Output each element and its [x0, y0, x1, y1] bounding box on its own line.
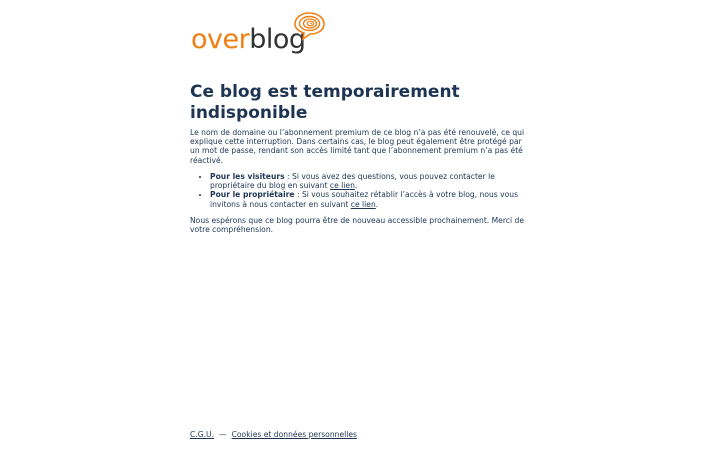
cookies-link[interactable]: Cookies et données personnelles [231, 430, 357, 439]
list-item-end: . [375, 199, 379, 209]
list-item-text: : Si vous souhaitez rétablir l’accès à votre blog, nous vous invitons à nous contacter en suivant [210, 190, 519, 209]
owner-contact-link[interactable]: ce lien [350, 199, 376, 209]
page-title: Ce blog est temporairement indisponible [190, 82, 460, 123]
list-item-owner [210, 190, 532, 208]
overblog-logo[interactable] [191, 10, 331, 58]
footer-separator: — [219, 430, 227, 439]
logo-over-text: over [191, 24, 250, 55]
speech-swirl-icon [291, 10, 327, 42]
logo-wordmark [191, 24, 306, 56]
logo-blog-text: blog [249, 24, 306, 55]
footer [190, 430, 357, 440]
list-item-heading: Pour les visiteurs [210, 172, 285, 181]
list-item-end: . [354, 181, 358, 191]
list-item-heading: Pour le propriétaire [210, 190, 295, 200]
list-item-text: : Si vous avez des questions, vous pouvez contacter le propriétaire du blog en suivant [210, 172, 495, 191]
visitors-contact-link[interactable]: ce lien [329, 181, 355, 191]
info-list [190, 172, 532, 209]
list-item-visitors [210, 172, 532, 190]
closing-paragraph: Nous espérons que ce blog pourra être de nouveau accessible prochainement. Merci de votre compréhension. [190, 216, 525, 235]
intro-paragraph: Le nom de domaine ou l’abonnement premium de ce blog n’a pas été renouvelé, ce qui explique cette interruption. Dans certains cas, le blog peut également être protégé par un mot de passe, rendant son accès limité tant que l’abonnement premium n’a pas été réactivé. [190, 128, 525, 165]
cgu-link[interactable]: C.G.U. [190, 430, 214, 439]
